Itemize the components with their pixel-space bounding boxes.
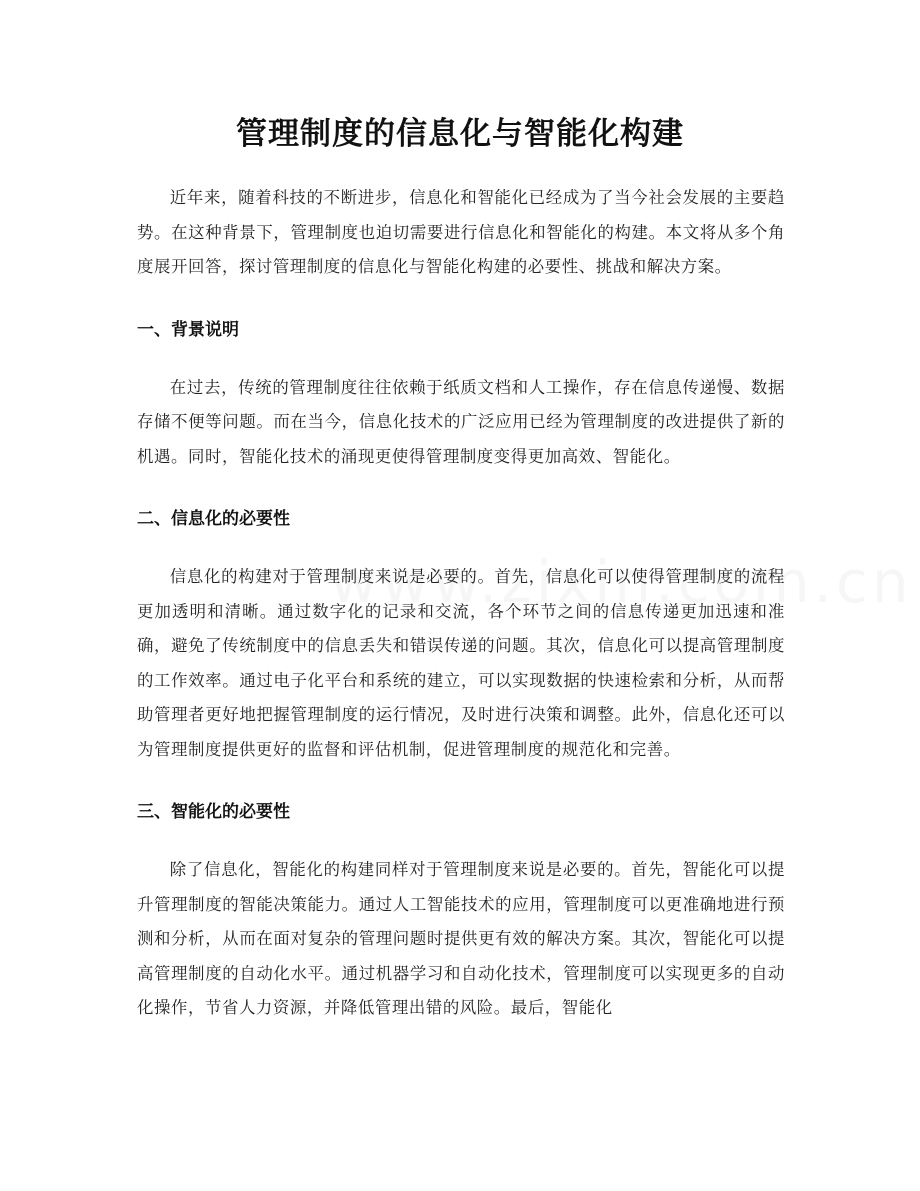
document-title: 管理制度的信息化与智能化构建 (236, 116, 684, 152)
document-body (137, 181, 785, 1026)
section-paragraph-informatization: 信息化的构建对于管理制度来说是必要的。首先，信息化可以使得管理制度的流程更加透明和清晰。通过数字化的记录和交流，各个环节之间的信息传递更加迅速和准确，避免了传统制度中的信息丢失和错误传递的问题。其次，信息化可以提高管理制度的工作效率。通过电子化平台和系统的建立，可以实现数据的快速检索和分析，从而帮助管理者更好地把握管理制度的运行情况，及时进行决策和调整。此外，信息化还可以为管理制度提供更好的监督和评估机制，促进管理制度的规范化和完善。 (137, 567, 785, 759)
section-heading-intelligence: 三、智能化的必要性 (137, 802, 290, 822)
intro-paragraph: 近年来，随着科技的不断进步，信息化和智能化已经成为了当今社会发展的主要趋势。在这种背景下，管理制度也迫切需要进行信息化和智能化的构建。本文将从多个角度展开回答，探讨管理制度的信息化与智能化构建的必要性、挑战和解决方案。 (137, 188, 785, 276)
section-heading-informatization: 二、信息化的必要性 (137, 509, 290, 529)
section-paragraph-background: 在过去，传统的管理制度往往依赖于纸质文档和人工操作，存在信息传递慢、数据存储不便等问题。而在当今，信息化技术的广泛应用已经为管理制度的改进提供了新的机遇。同时，智能化技术的涌现更使得管理制度变得更加高效、智能化。 (137, 377, 785, 466)
section-heading-background: 一、背景说明 (137, 319, 239, 340)
section-paragraph-intelligence: 除了信息化，智能化的构建同样对于管理制度来说是必要的。首先，智能化可以提升管理制度的智能决策能力。通过人工智能技术的应用，管理制度可以更准确地进行预测和分析，从而在面对复杂的管理问题时提供更有效的解决方案。其次，智能化可以提高管理制度的自动化水平。通过机器学习和自动化技术，管理制度可以实现更多的自动化操作，节省人力资源，并降低管理出错的风险。最后，智能化 (137, 860, 785, 1017)
